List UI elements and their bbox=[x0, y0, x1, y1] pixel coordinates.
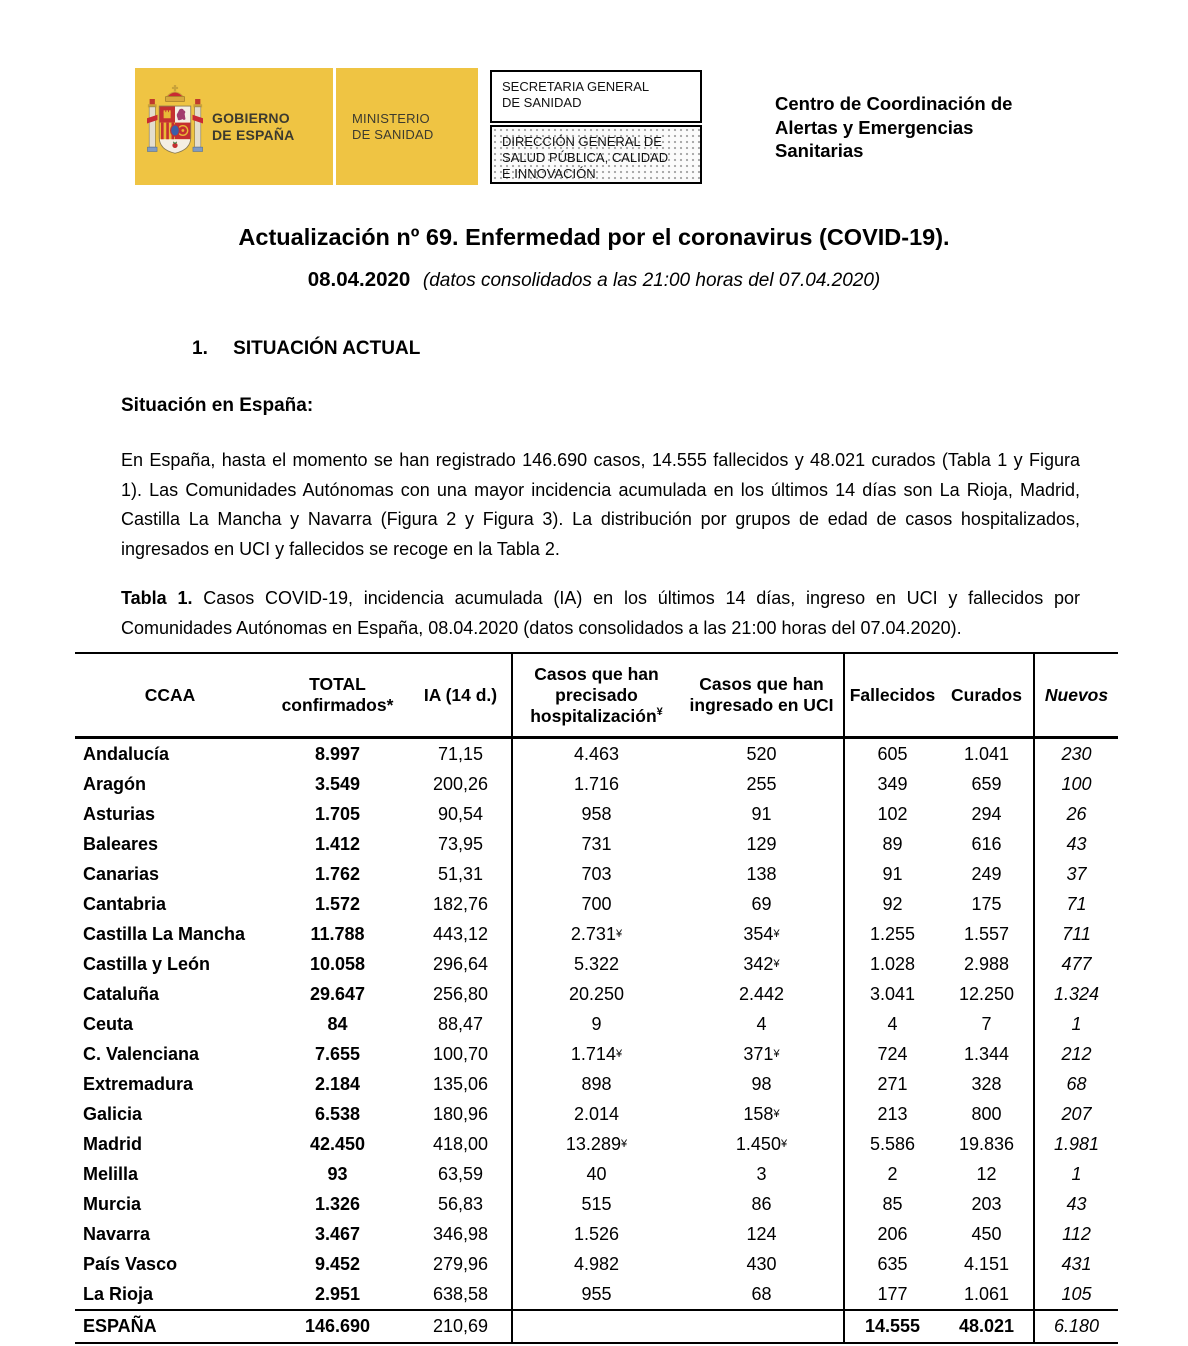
document-subtitle bbox=[60, 268, 1128, 292]
cell-fallecidos: 4 bbox=[887, 1013, 898, 1034]
cell-curados: 1.041 bbox=[940, 739, 1035, 769]
gobierno-wordmark bbox=[212, 110, 294, 144]
cell-total: 8.997 bbox=[314, 743, 361, 764]
cell-total: 2.951 bbox=[314, 1283, 361, 1304]
gobierno-line1: GOBIERNO bbox=[212, 109, 290, 126]
cell-hosp: 1.526 bbox=[573, 1223, 620, 1244]
cell-fallecidos: 102 bbox=[877, 803, 908, 824]
cell-ia: 56,83 bbox=[410, 1189, 513, 1219]
cell-hosp: 1.716 bbox=[573, 773, 620, 794]
total-cell-ia: 210,69 bbox=[410, 1311, 513, 1342]
cell-hosp: 5.322 bbox=[573, 953, 620, 974]
cell-nuevos: 1.324 bbox=[1053, 983, 1100, 1004]
cell-hosp: 2.014 bbox=[573, 1103, 620, 1124]
cell-nuevos: 112 bbox=[1062, 1223, 1091, 1244]
table-row bbox=[75, 979, 1118, 1009]
cell-fallecidos: 91 bbox=[882, 863, 903, 884]
cell-total: 7.655 bbox=[314, 1043, 361, 1064]
cell-fallecidos: 1.255 bbox=[869, 923, 916, 944]
cell-fallecidos: 89 bbox=[882, 833, 903, 854]
section-heading bbox=[192, 338, 420, 360]
cell-ccaa: C. Valenciana bbox=[83, 1043, 200, 1064]
table-row bbox=[75, 799, 1118, 829]
cell-nuevos: 43 bbox=[1066, 1193, 1087, 1214]
cell-ia: 73,95 bbox=[410, 829, 513, 859]
cell-ia: 443,12 bbox=[410, 919, 513, 949]
cell-nuevos: 26 bbox=[1066, 803, 1087, 824]
cell-hosp: 703 bbox=[581, 863, 612, 884]
cell-hosp: 4.463 bbox=[573, 743, 620, 764]
table-row bbox=[75, 1009, 1118, 1039]
cell-hosp: 731 bbox=[581, 833, 612, 854]
cell-total: 1.572 bbox=[314, 893, 361, 914]
cell-nuevos: 68 bbox=[1066, 1073, 1087, 1094]
cell-fallecidos: 605 bbox=[877, 743, 908, 764]
cell-nuevos: 230 bbox=[1061, 743, 1092, 764]
table-row bbox=[75, 1039, 1118, 1069]
direccion-line1: DIRECCIÓN GENERAL DE bbox=[502, 134, 662, 149]
situation-paragraph: En España, hasta el momento se han registrado 146.690 casos, 14.555 fallecidos y 48.021 curados (Tabla 1 y Figura 1). Las Comunidades Autónomas con una mayor incidencia acumulada en los últimos 14 días son La Rioja, Madrid, Castilla La Mancha y Navarra (Figura 2 y Figura 3). La distribución por grupos de edad de casos hospitalizados, ingresados en UCI y fallecidos se recoge en la Tabla 2. bbox=[121, 450, 1080, 559]
cell-fallecidos: 271 bbox=[877, 1073, 908, 1094]
table-row bbox=[75, 1249, 1118, 1279]
cell-ia: 638,58 bbox=[410, 1279, 513, 1309]
cell-ccaa: Cantabria bbox=[83, 893, 167, 914]
cell-uci: 255 bbox=[680, 769, 845, 799]
cell-fallecidos: 635 bbox=[877, 1253, 908, 1274]
document-title: Actualización nº 69. Enfermedad por el coronavirus (COVID-19). bbox=[238, 224, 950, 250]
agency-line1: Centro de Coordinación de bbox=[775, 93, 1013, 114]
cell-ia: 296,64 bbox=[410, 949, 513, 979]
cell-curados: 659 bbox=[940, 769, 1035, 799]
agency-line3: Sanitarias bbox=[775, 140, 864, 161]
column-header-total: TOTAL confirmados* bbox=[281, 674, 394, 715]
cell-ccaa: Canarias bbox=[83, 863, 160, 884]
report-date: 08.04.2020 bbox=[307, 268, 411, 291]
cell-nuevos: 100 bbox=[1061, 773, 1092, 794]
cell-ccaa: Baleares bbox=[83, 833, 159, 854]
total-cell-fallecidos: 14.555 bbox=[864, 1316, 921, 1336]
cell-uci: 69 bbox=[680, 889, 845, 919]
cell-uci: 354 ¥ bbox=[680, 919, 845, 949]
cell-uci: 1.450 ¥ bbox=[680, 1129, 845, 1159]
cell-nuevos: 207 bbox=[1061, 1103, 1092, 1124]
cell-nuevos: 711 bbox=[1062, 923, 1091, 944]
cell-total: 42.450 bbox=[309, 1133, 366, 1154]
cell-curados: 12 bbox=[940, 1159, 1035, 1189]
cell-uci: 371 ¥ bbox=[680, 1039, 845, 1069]
column-header-ccaa: CCAA bbox=[144, 684, 196, 705]
cell-nuevos: 105 bbox=[1061, 1283, 1092, 1304]
cell-hosp: 700 bbox=[581, 893, 612, 914]
table-row bbox=[75, 1129, 1118, 1159]
gobierno-logo-block bbox=[135, 68, 333, 185]
cell-nuevos: 477 bbox=[1061, 953, 1092, 974]
spain-coat-of-arms-icon bbox=[147, 82, 203, 172]
cell-total: 10.058 bbox=[309, 953, 366, 974]
cell-uci: 91 bbox=[680, 799, 845, 829]
cell-total: 93 bbox=[327, 1163, 348, 1184]
secretaria-general-box bbox=[490, 70, 702, 123]
cell-ia: 418,00 bbox=[410, 1129, 513, 1159]
total-cell-total: 146.690 bbox=[304, 1316, 371, 1336]
cell-ccaa: Castilla La Mancha bbox=[83, 923, 246, 944]
table-body bbox=[75, 739, 1118, 1309]
cell-fallecidos: 5.586 bbox=[869, 1133, 916, 1154]
cell-hosp: 13.289 ¥ bbox=[565, 1133, 628, 1154]
column-header-hosp: Casos que han precisado hospitalización¥ bbox=[530, 663, 663, 726]
column-header-curados: Curados bbox=[940, 654, 1035, 736]
cell-hosp: 20.250 bbox=[568, 983, 625, 1004]
cell-ccaa: País Vasco bbox=[83, 1253, 178, 1274]
cell-fallecidos: 1.028 bbox=[869, 953, 916, 974]
cell-curados: 19.836 bbox=[940, 1129, 1035, 1159]
table-total-row bbox=[75, 1309, 1118, 1346]
total-cell-curados: 48.021 bbox=[940, 1311, 1035, 1342]
cell-uci: 138 bbox=[680, 859, 845, 889]
table-header-row bbox=[75, 652, 1118, 739]
cell-nuevos: 37 bbox=[1066, 863, 1087, 884]
cell-fallecidos: 3.041 bbox=[869, 983, 916, 1004]
cell-fallecidos: 213 bbox=[877, 1103, 908, 1124]
cell-curados: 1.557 bbox=[940, 919, 1035, 949]
cell-nuevos: 431 bbox=[1061, 1253, 1092, 1274]
cell-hosp: 9 bbox=[591, 1013, 602, 1034]
cell-uci: 3 bbox=[680, 1159, 845, 1189]
table-row bbox=[75, 859, 1118, 889]
cell-curados: 175 bbox=[940, 889, 1035, 919]
cell-total: 29.647 bbox=[309, 983, 366, 1004]
table-caption bbox=[121, 583, 1080, 643]
cell-ia: 346,98 bbox=[410, 1219, 513, 1249]
secretaria-line1: SECRETARIA GENERAL bbox=[502, 79, 650, 94]
cell-hosp: 1.714 ¥ bbox=[570, 1043, 623, 1064]
ministerio-wordmark bbox=[352, 111, 433, 143]
cell-nuevos: 71 bbox=[1066, 893, 1087, 914]
cell-ccaa: Aragón bbox=[83, 773, 146, 794]
total-cell-ccaa: ESPAÑA bbox=[83, 1316, 157, 1336]
column-header-ia: IA (14 d.) bbox=[410, 654, 513, 736]
cell-ia: 51,31 bbox=[410, 859, 513, 889]
cell-ccaa: Madrid bbox=[83, 1133, 143, 1154]
cell-total: 1.762 bbox=[314, 863, 361, 884]
cell-uci: 68 bbox=[680, 1279, 845, 1309]
cell-hosp: 898 bbox=[581, 1073, 612, 1094]
cell-curados: 2.988 bbox=[940, 949, 1035, 979]
cell-uci: 124 bbox=[680, 1219, 845, 1249]
total-cell-nuevos: 6.180 bbox=[1053, 1316, 1100, 1336]
table-row bbox=[75, 829, 1118, 859]
cell-curados: 4.151 bbox=[940, 1249, 1035, 1279]
table-row bbox=[75, 949, 1118, 979]
table-row bbox=[75, 1069, 1118, 1099]
cell-total: 6.538 bbox=[314, 1103, 361, 1124]
table-row bbox=[75, 1099, 1118, 1129]
covid-table bbox=[75, 652, 1118, 1346]
table-caption-label: Tabla 1. bbox=[121, 588, 193, 608]
cell-ia: 88,47 bbox=[410, 1009, 513, 1039]
cell-total: 3.549 bbox=[314, 773, 361, 794]
table-row bbox=[75, 1279, 1118, 1309]
cell-curados: 12.250 bbox=[940, 979, 1035, 1009]
cell-fallecidos: 177 bbox=[877, 1283, 908, 1304]
cell-ia: 279,96 bbox=[410, 1249, 513, 1279]
cell-fallecidos: 206 bbox=[877, 1223, 908, 1244]
column-header-nuevos: Nuevos bbox=[1044, 684, 1109, 705]
cell-total: 11.788 bbox=[310, 923, 365, 944]
cell-total: 1.412 bbox=[314, 833, 361, 854]
report-date-note: (datos consolidados a las 21:00 horas del 07.04.2020) bbox=[422, 270, 881, 291]
cell-ia: 256,80 bbox=[410, 979, 513, 1009]
gobierno-line2: DE ESPAÑA bbox=[212, 126, 295, 143]
cell-uci: 129 bbox=[680, 829, 845, 859]
ministerio-line1: MINISTERIO bbox=[352, 110, 430, 126]
cell-ia: 63,59 bbox=[410, 1159, 513, 1189]
section-label: SITUACIÓN ACTUAL bbox=[233, 338, 421, 359]
cell-ia: 71,15 bbox=[410, 739, 513, 769]
cell-hosp: 958 bbox=[581, 803, 612, 824]
subsection-heading: Situación en España: bbox=[121, 395, 314, 416]
cell-curados: 1.344 bbox=[940, 1039, 1035, 1069]
cell-hosp: 40 bbox=[586, 1163, 607, 1184]
section-number: 1. bbox=[192, 338, 208, 359]
cell-total: 3.467 bbox=[314, 1223, 361, 1244]
cell-hosp: 2.731 ¥ bbox=[570, 923, 623, 944]
direccion-line3: E INNOVACIÓN bbox=[502, 166, 596, 181]
direccion-line2: SALUD PÚBLICA, CALIDAD bbox=[502, 150, 669, 165]
cell-ccaa: Melilla bbox=[83, 1163, 139, 1184]
cell-uci: 158 ¥ bbox=[680, 1099, 845, 1129]
cell-nuevos: 1.981 bbox=[1053, 1133, 1100, 1154]
cell-uci: 2.442 bbox=[680, 979, 845, 1009]
table-row bbox=[75, 889, 1118, 919]
cell-ia: 180,96 bbox=[410, 1099, 513, 1129]
cell-hosp: 515 bbox=[581, 1193, 612, 1214]
cell-ccaa: Asturias bbox=[83, 803, 156, 824]
cell-ia: 100,70 bbox=[410, 1039, 513, 1069]
cell-ccaa: Navarra bbox=[83, 1223, 151, 1244]
column-header-uci: Casos que han ingresado en UCI bbox=[680, 654, 845, 736]
table-row bbox=[75, 1159, 1118, 1189]
cell-total: 84 bbox=[327, 1013, 348, 1034]
cell-curados: 616 bbox=[940, 829, 1035, 859]
cell-uci: 342 ¥ bbox=[680, 949, 845, 979]
cell-total: 1.326 bbox=[314, 1193, 361, 1214]
cell-nuevos: 1 bbox=[1071, 1163, 1082, 1184]
cell-hosp: 955 bbox=[581, 1283, 612, 1304]
secretaria-line2: DE SANIDAD bbox=[502, 95, 582, 110]
cell-curados: 1.061 bbox=[940, 1279, 1035, 1309]
cell-nuevos: 212 bbox=[1061, 1043, 1092, 1064]
cell-ccaa: Ceuta bbox=[83, 1013, 134, 1034]
cell-fallecidos: 92 bbox=[882, 893, 903, 914]
agency-line2: Alertas y Emergencias bbox=[775, 116, 974, 138]
cell-total: 1.705 bbox=[314, 803, 361, 824]
table-row bbox=[75, 769, 1118, 799]
agency-title bbox=[775, 92, 1075, 163]
cell-ia: 135,06 bbox=[410, 1069, 513, 1099]
cell-nuevos: 1 bbox=[1071, 1013, 1082, 1034]
cell-ia: 90,54 bbox=[410, 799, 513, 829]
cell-curados: 450 bbox=[940, 1219, 1035, 1249]
ministerio-logo-block bbox=[336, 68, 478, 185]
table-row bbox=[75, 739, 1118, 769]
cell-ccaa: Murcia bbox=[83, 1193, 142, 1214]
cell-curados: 294 bbox=[940, 799, 1035, 829]
total-cell-hosp bbox=[513, 1311, 680, 1342]
cell-total: 9.452 bbox=[314, 1253, 361, 1274]
cell-uci: 4 bbox=[680, 1009, 845, 1039]
cell-ia: 200,26 bbox=[410, 769, 513, 799]
direccion-general-box bbox=[490, 125, 702, 184]
cell-hosp: 4.982 bbox=[573, 1253, 620, 1274]
cell-ccaa: Castilla y León bbox=[83, 953, 211, 974]
table-caption-text: Casos COVID-19, incidencia acumulada (IA) en los últimos 14 días, ingreso en UCI y fallecidos por Comunidades Autónomas en España, 08.04.2020 (datos consolidados a las 21:00 horas del 07.04.2020). bbox=[121, 588, 1080, 638]
ministerio-line2: DE SANIDAD bbox=[352, 126, 434, 142]
cell-ccaa: La Rioja bbox=[83, 1283, 154, 1304]
cell-fallecidos: 349 bbox=[877, 773, 908, 794]
cell-uci: 520 bbox=[680, 739, 845, 769]
cell-ia: 182,76 bbox=[410, 889, 513, 919]
cell-uci: 86 bbox=[680, 1189, 845, 1219]
cell-fallecidos: 2 bbox=[887, 1163, 898, 1184]
cell-curados: 249 bbox=[940, 859, 1035, 889]
cell-curados: 328 bbox=[940, 1069, 1035, 1099]
table-row bbox=[75, 1189, 1118, 1219]
cell-curados: 203 bbox=[940, 1189, 1035, 1219]
cell-uci: 98 bbox=[680, 1069, 845, 1099]
cell-nuevos: 43 bbox=[1066, 833, 1087, 854]
cell-total: 2.184 bbox=[314, 1073, 361, 1094]
cell-curados: 7 bbox=[940, 1009, 1035, 1039]
table-row bbox=[75, 919, 1118, 949]
table-row bbox=[75, 1219, 1118, 1249]
cell-ccaa: Extremadura bbox=[83, 1073, 194, 1094]
cell-curados: 800 bbox=[940, 1099, 1035, 1129]
cell-fallecidos: 724 bbox=[877, 1043, 908, 1064]
cell-ccaa: Andalucía bbox=[83, 743, 170, 764]
cell-ccaa: Cataluña bbox=[83, 983, 160, 1004]
cell-uci: 430 bbox=[680, 1249, 845, 1279]
column-header-fallecidos: Fallecidos bbox=[849, 684, 936, 705]
total-cell-uci bbox=[680, 1311, 845, 1342]
cell-ccaa: Galicia bbox=[83, 1103, 143, 1124]
cell-fallecidos: 85 bbox=[882, 1193, 903, 1214]
